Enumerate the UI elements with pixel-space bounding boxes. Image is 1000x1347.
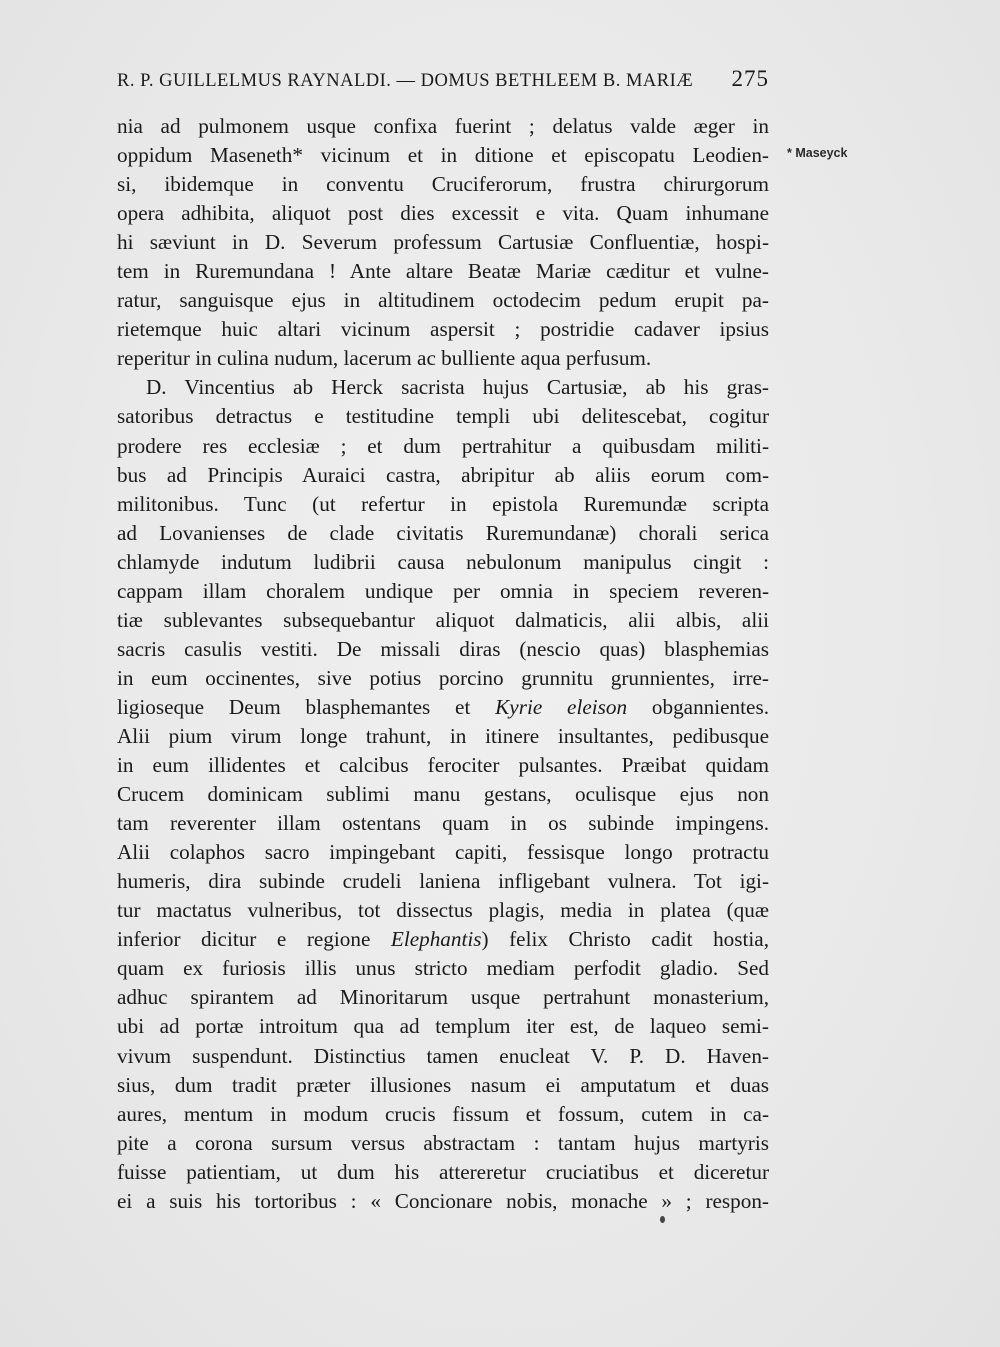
text-line: hi sæviunt in D. Severum professum Cartusiæ Confluentiæ, hospi-: [117, 230, 769, 255]
text-line: satoribus detractus e testitudine templi ubi delitescebat, cogitur: [117, 404, 769, 429]
text-line: vivum suspendunt. Distinctius tamen enucleat V. P. D. Haven-: [117, 1043, 769, 1068]
text-line: prodere res ecclesiæ ; et dum pertrahitur a quibusdam militi-: [117, 433, 769, 458]
text-line: Alii colaphos sacro impingebant capiti, fessisque longo protractu: [117, 840, 769, 865]
text-line: nia ad pulmonem usque confixa fuerint ; delatus valde æger in: [117, 114, 769, 138]
text-line: Crucem dominicam sublimi manu gestans, oculisque ejus non: [117, 782, 769, 807]
text-line: tiæ sublevantes subsequebantur aliquot dalmaticis, alii albis, alii: [117, 607, 769, 632]
text-line: adhuc spirantem ad Minoritarum usque pertrahunt monasterium,: [117, 985, 769, 1010]
text-line: Alii pium virum longe trahunt, in itinere insultantes, pedibusque: [117, 723, 769, 748]
text-line: bus ad Principis Auraici castra, abripitur ab aliis eorum com-: [117, 462, 769, 487]
text-line: tur mactatus vulneribus, tot dissectus plagis, media in platea (quæ: [117, 898, 769, 923]
text-line: militonibus. Tunc (ut refertur in epistola Ruremundæ scripta: [117, 491, 769, 516]
text-line: sacris casulis vestiti. De missali diras (nescio quas) blasphemias: [117, 636, 769, 661]
text-line: tam reverenter illam ostentans quam in os subinde impingens.: [117, 811, 769, 836]
text-line: ubi ad portæ introitum qua ad templum iter est, de laqueo semi-: [117, 1014, 769, 1039]
running-head-title: R. P. GUILLELMUS RAYNALDI. — DOMUS BETHLEEM B. MARIÆ: [117, 71, 694, 91]
text-line: humeris, dira subinde crudeli laniena infligebant vulnera. Tot igi-: [117, 869, 769, 894]
margin-note: * Maseyck: [787, 146, 848, 160]
text-line: pite a corona sursum versus abstractam : tantam hujus martyris: [117, 1130, 769, 1155]
text-line: oppidum Maseneth* vicinum et in ditione et episcopatu Leodien-: [117, 143, 769, 168]
text-line: quam ex furiosis illis unus stricto mediam perfodit gladio. Sed: [117, 956, 769, 981]
running-head: [117, 66, 769, 96]
text-line: cappam illam choralem undique per omnia in speciem reveren-: [117, 578, 769, 603]
text-line: in eum occinentes, sive potius porcino grunnitu grunnientes, irre-: [117, 665, 769, 690]
text-line: rietemque huic altari vicinum aspersit ; postridie cadaver ipsius: [117, 317, 769, 342]
text-line: opera adhibita, aliquot post dies excessit e vita. Quam inhumane: [117, 201, 769, 226]
text-line: aures, mentum in modum crucis fissum et fossum, cutem in ca-: [117, 1101, 769, 1126]
text-line: in eum illidentes et calcibus ferociter pulsantes. Præibat quidam: [117, 753, 769, 778]
text-line: D. Vincentius ab Herck sacrista hujus Cartusiæ, ab his gras-: [146, 375, 769, 400]
text-line: chlamyde indutum ludibrii causa nebulonum manipulus cingit :: [117, 549, 769, 574]
text-line: reperitur in culina nudum, lacerum ac bulliente aqua perfusum.: [117, 346, 652, 371]
text-line: fuisse patientiam, ut dum his attereretur cruciatibus et diceretur: [117, 1159, 769, 1184]
text-line: ei a suis his tortoribus : « Concionare nobis, monache » ; respon-: [117, 1188, 769, 1213]
ink-speck: [660, 1216, 665, 1223]
text-line: ad Lovanienses de clade civitatis Ruremundanæ) chorali serica: [117, 520, 769, 545]
body-text: [117, 112, 769, 1216]
text-line: ratur, sanguisque ejus in altitudinem octodecim pedum erupit pa-: [117, 288, 769, 313]
text-line: inferior dicitur e regione Elephantis) felix Christo cadit hostia,: [117, 927, 769, 952]
text-line: si, ibidemque in conventu Cruciferorum, frustra chirurgorum: [117, 172, 769, 197]
text-line: tem in Ruremundana ! Ante altare Beatæ Mariæ cæditur et vulne-: [117, 259, 769, 284]
text-line: sius, dum tradit præter illusiones nasum ei amputatum et duas: [117, 1072, 769, 1097]
text-line: ligioseque Deum blasphemantes et Kyrie eleison obgannientes.: [117, 694, 769, 719]
page-number: 275: [731, 66, 769, 91]
